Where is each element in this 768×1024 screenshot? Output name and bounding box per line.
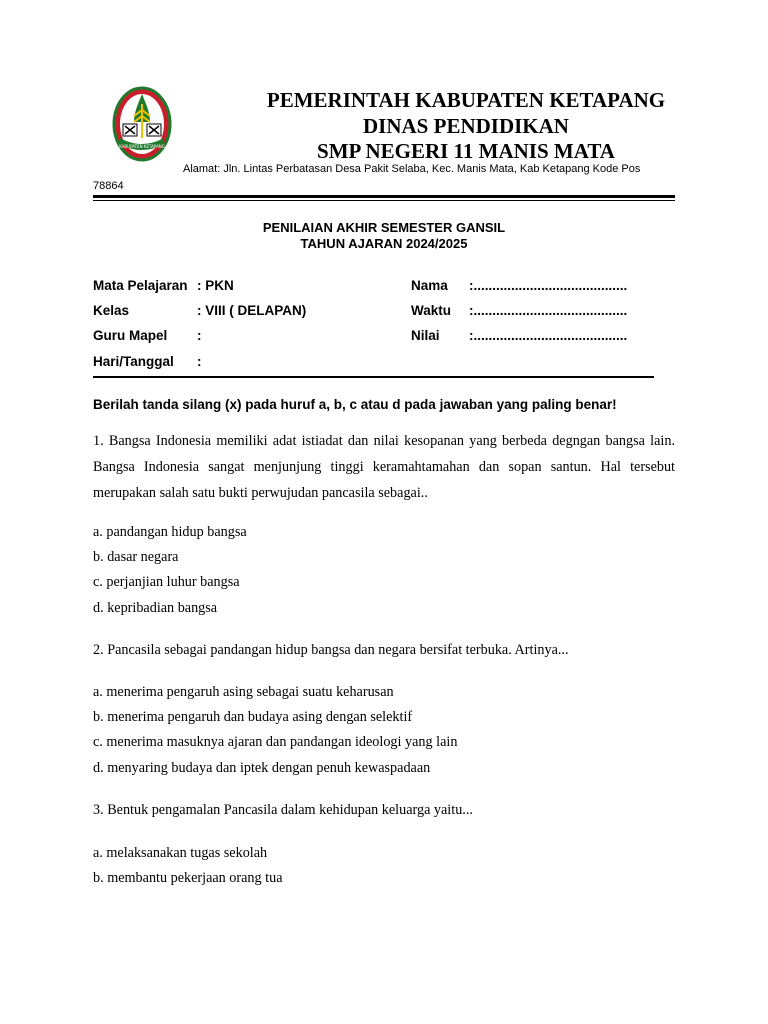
info-nama-value: :......................................... [469, 278, 628, 293]
question-1-option-c: c. perjanjian luhur bangsa [93, 574, 240, 590]
question-2-option-c: c. menerima masuknya ajaran dan pandangan ideologi yang lain [93, 734, 458, 750]
info-kelas-value: : VIII ( DELAPAN) [197, 303, 307, 318]
question-3-option-b: b. membantu pekerjaan orang tua [93, 870, 283, 886]
info-mapel-value: : PKN [197, 278, 234, 293]
header-postal-code: 78864 [93, 180, 124, 192]
question-1-option-b: b. dasar negara [93, 549, 179, 565]
question-3-option-a: a. melaksanakan tugas sekolah [93, 845, 268, 861]
question-1-text: 1. Bangsa Indonesia memiliki adat istiadat dan nilai kesopanan yang berbeda degngan bangsa lain. Bangsa Indonesia sangat menjunjung tinggi keramahtamahan dan sopan santun. Hal tersebut merupakan salah satu bukti perwujudan pancasila sebagai.. [93, 433, 675, 501]
question-2-text: 2. Pancasila sebagai pandangan hidup bangsa dan negara bersifat terbuka. Artinya... [93, 642, 569, 658]
svg-text:KABUPATEN KETAPANG: KABUPATEN KETAPANG [119, 144, 165, 149]
header-department: DINAS PENDIDIKAN [363, 114, 569, 138]
exam-year: TAHUN AJARAN 2024/2025 [300, 236, 468, 251]
info-nilai-value: :......................................... [469, 328, 628, 343]
info-hari-value: : [197, 354, 202, 369]
question-2-option-a: a. menerima pengaruh asing sebagai suatu keharusan [93, 684, 394, 700]
info-nama-label: Nama [411, 278, 448, 293]
header-address: Alamat: Jln. Lintas Perbatasan Desa Pakit Selaba, Kec. Manis Mata, Kab Ketapang Kode Pos [183, 163, 641, 175]
info-kelas-label: Kelas [93, 303, 130, 318]
info-guru-label: Guru Mapel [93, 328, 168, 343]
question-3-text: 3. Bentuk pengamalan Pancasila dalam kehidupan keluarga yaitu... [93, 802, 473, 818]
question-1-option-d: d. kepribadian bangsa [93, 600, 218, 616]
info-hari-label: Hari/Tanggal [93, 354, 174, 369]
info-nilai-label: Nilai [411, 328, 440, 343]
info-divider [93, 376, 654, 378]
info-waktu-label: Waktu [411, 303, 451, 318]
header-government: PEMERINTAH KABUPATEN KETAPANG [266, 88, 666, 112]
info-waktu-value: :......................................... [469, 303, 628, 318]
question-1-option-a: a. pandangan hidup bangsa [93, 524, 247, 540]
header-divider-thick [93, 195, 675, 198]
info-guru-value: : [197, 328, 202, 343]
header-divider-thin [93, 200, 675, 201]
instruction-text: Berilah tanda silang (x) pada huruf a, b, c atau d pada jawaban yang paling benar! [93, 397, 617, 412]
exam-title: PENILAIAN AKHIR SEMESTER GANSIL [262, 220, 506, 235]
info-mapel-label: Mata Pelajaran [93, 278, 188, 293]
question-2-option-d: d. menyaring budaya dan iptek dengan penuh kewaspadaan [93, 760, 431, 776]
header-school: SMP NEGERI 11 MANIS MATA [317, 139, 615, 163]
question-2-option-b: b. menerima pengaruh dan budaya asing dengan selektif [93, 709, 413, 725]
